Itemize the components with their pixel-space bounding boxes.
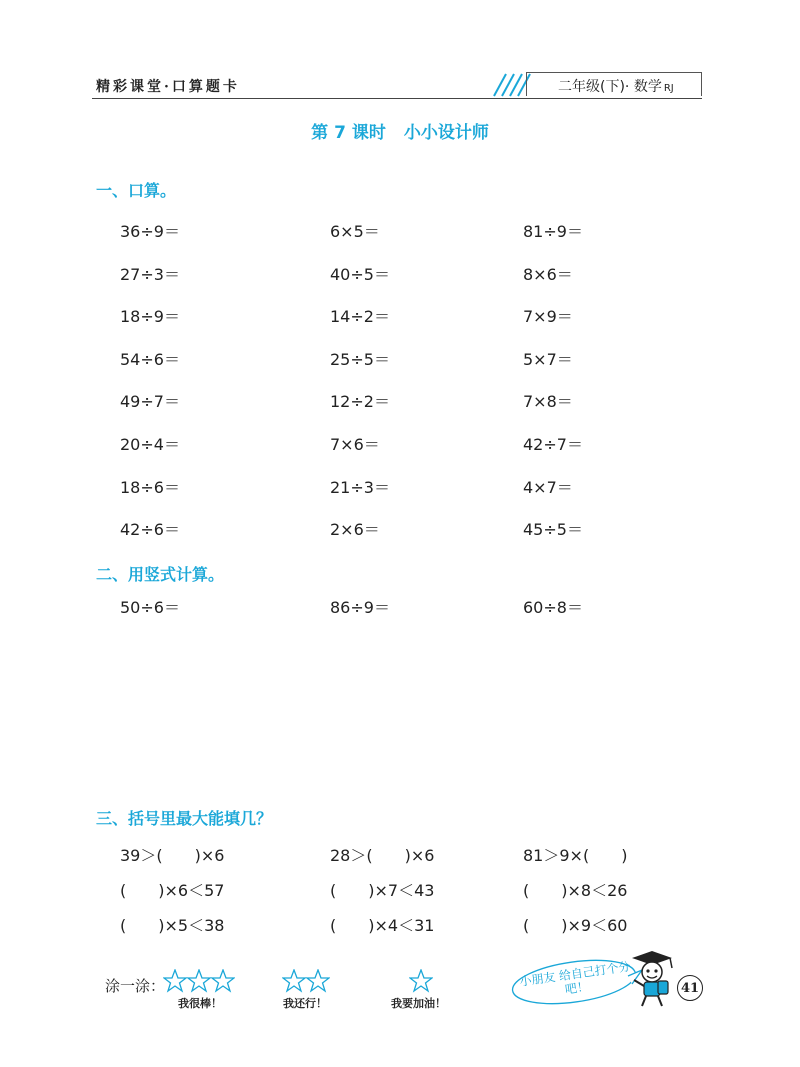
two-star-rating: [282, 969, 330, 993]
mental-math-item: 54÷6＝: [120, 349, 180, 369]
mental-math-item: 7×8＝: [523, 392, 573, 412]
section3-heading: 三、括号里最大能填几？: [96, 809, 273, 828]
fill-blank-item: ( )×5＜38: [120, 916, 225, 935]
fill-blank-item: ( )×7＜43: [330, 881, 435, 900]
rating-caption-3: 我要加油！: [391, 997, 446, 1010]
grade-subject: [558, 76, 674, 96]
header-rule: [92, 98, 702, 99]
mental-math-item: 27÷3＝: [120, 264, 180, 284]
edition-label: RJ: [663, 83, 674, 94]
mental-math-item: 20÷4＝: [120, 435, 180, 454]
mental-math-item: 18÷6＝: [120, 477, 180, 497]
mental-math-item: 12÷2＝: [330, 392, 390, 412]
mental-math-item: 40÷5＝: [330, 264, 390, 284]
fill-blank-item: ( )×9＜60: [523, 916, 628, 935]
one-star-rating: [409, 969, 433, 993]
mental-math-item: 2×6＝: [330, 520, 380, 540]
mental-math-item: 7×9＝: [523, 307, 573, 327]
rating-caption-1: 我很棒！: [178, 997, 222, 1010]
bubble-text: 小朋友 给自己打个分吧！: [518, 959, 632, 997]
lesson-title: [0, 118, 800, 143]
three-star-rating: [163, 969, 235, 993]
mental-math-item: 6×5＝: [330, 222, 380, 241]
page-number: 41: [677, 975, 703, 1001]
mental-math-item: 25÷5＝: [330, 349, 390, 369]
fill-blank-item: ( )×8＜26: [523, 881, 628, 900]
mental-math-item: 36÷9＝: [120, 222, 180, 241]
mental-math-item: 21÷3＝: [330, 477, 390, 497]
star-icon: [164, 970, 186, 991]
mental-math-item: 81÷9＝: [523, 222, 583, 241]
fill-blank-item: 81＞9×( ): [523, 846, 628, 865]
mental-math-item: 42÷6＝: [120, 520, 180, 540]
grade-subject-text: 二年级(下)· 数学: [558, 79, 662, 95]
mental-math-item: 4×7＝: [523, 477, 573, 497]
vertical-calc-item: 86÷9＝: [330, 598, 390, 617]
lesson-number: 第 7 课时: [311, 123, 386, 143]
mental-math-item: 14÷2＝: [330, 307, 390, 327]
mental-math-item: 49÷7＝: [120, 392, 180, 412]
rating-caption-2: 我还行！: [283, 997, 327, 1010]
star-icon: [212, 970, 234, 991]
fill-blank-item: 39＞( )×6: [120, 846, 225, 865]
student-mascot-icon: [620, 948, 682, 1010]
section1-heading: 一、口算。: [96, 181, 177, 200]
fill-blank-item: ( )×6＜57: [120, 881, 225, 900]
star-icon: [307, 970, 329, 991]
mental-math-item: 45÷5＝: [523, 520, 583, 540]
star-icon: [410, 970, 432, 991]
fill-blank-item: 28＞( )×6: [330, 846, 435, 865]
mental-math-item: 8×6＝: [523, 264, 573, 284]
mental-math-item: 5×7＝: [523, 349, 573, 369]
vertical-calc-item: 50÷6＝: [120, 598, 180, 617]
section2-heading: 二、用竖式计算。: [96, 565, 225, 584]
mental-math-item: 42÷7＝: [523, 435, 583, 454]
mental-math-item: 18÷9＝: [120, 307, 180, 327]
mental-math-item: 7×6＝: [330, 435, 380, 454]
star-icon: [283, 970, 305, 991]
rate-label: 涂一涂：: [105, 977, 166, 995]
book-title: 精彩课堂·口算题卡: [96, 79, 240, 95]
lesson-name: 小小设计师: [403, 123, 489, 143]
star-icon: [188, 970, 210, 991]
fill-blank-item: ( )×4＜31: [330, 916, 435, 935]
vertical-calc-item: 60÷8＝: [523, 598, 583, 617]
